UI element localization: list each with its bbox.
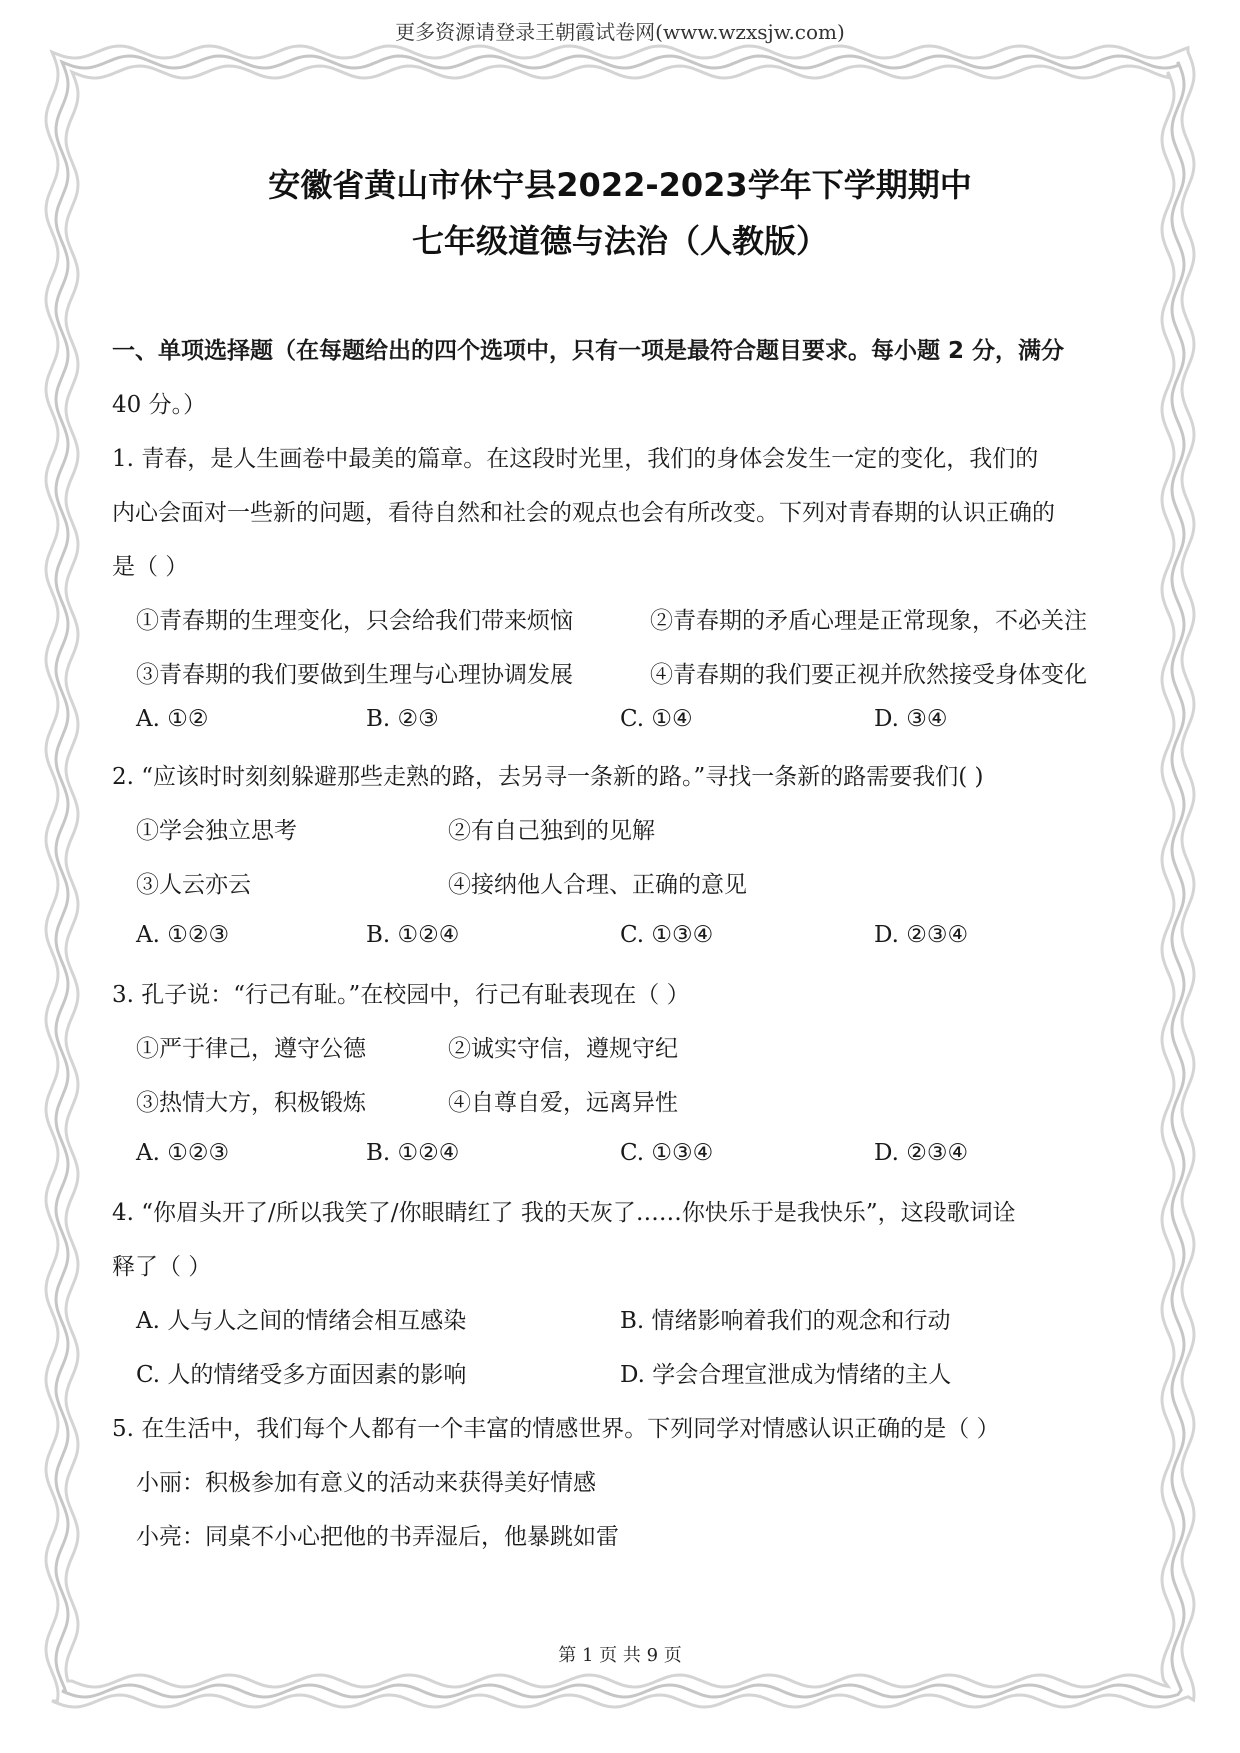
question-1-stem-line1: 1. 青春，是人生画卷中最美的篇章。在这段时光里，我们的身体会发生一定的变化，我们的 [112, 446, 1039, 472]
question-4-option-b[interactable]: B. 情绪影响着我们的观念和行动 [620, 1308, 951, 1334]
site-notice: 更多资源请登录王朝霞试卷网(www.wzxsjw.com) [395, 20, 845, 44]
exam-title-line1: 安徽省黄山市休宁县2022-2023学年下学期期中 [268, 166, 972, 204]
question-2-stem: 2. “应该时时刻刻躲避那些走熟的路，去另寻一条新的路。”寻找一条新的路需要我们( ) [112, 764, 984, 790]
question-1-option-d[interactable]: D. ③④ [874, 706, 948, 732]
question-3-item-3: ③热情大方，积极锻炼 [136, 1090, 366, 1116]
question-4-stem-line1: 4. “你眉头开了/所以我笑了/你眼睛红了 我的天灰了……你快乐于是我快乐”，这段歌词诠 [112, 1200, 1016, 1226]
question-1-item-1: ①青春期的生理变化，只会给我们带来烦恼 [136, 608, 573, 634]
question-3-item-1: ①严于律己，遵守公德 [136, 1036, 366, 1062]
question-4-stem-line2: 释了（ ） [112, 1254, 212, 1280]
section-heading-line1: 一、单项选择题（在每题给出的四个选项中，只有一项是最符合题目要求。每小题 2 分，满分 [112, 338, 1065, 364]
question-4-option-d[interactable]: D. 学会合理宣泄成为情绪的主人 [620, 1362, 952, 1388]
question-2-option-a[interactable]: A. ①②③ [136, 922, 230, 948]
question-5-line-1: 小丽：积极参加有意义的活动来获得美好情感 [136, 1470, 596, 1496]
question-5-line-2: 小亮：同桌不小心把他的书弄湿后，他暴跳如雷 [136, 1524, 619, 1550]
question-1-option-c[interactable]: C. ①④ [620, 706, 693, 732]
question-2-item-2: ②有自己独到的见解 [448, 818, 655, 844]
question-3-option-d[interactable]: D. ②③④ [874, 1140, 969, 1166]
question-2-item-1: ①学会独立思考 [136, 818, 297, 844]
question-1-option-a[interactable]: A. ①② [136, 706, 209, 732]
page-footer: 第 1 页 共 9 页 [558, 1645, 682, 1666]
question-5-stem: 5. 在生活中，我们每个人都有一个丰富的情感世界。下列同学对情感认识正确的是（ ） [112, 1416, 1000, 1442]
question-3-option-b[interactable]: B. ①②④ [366, 1140, 460, 1166]
question-2-item-3: ③人云亦云 [136, 872, 251, 898]
question-3-item-4: ④自尊自爱，远离异性 [448, 1090, 678, 1116]
question-1-stem-line2: 内心会面对一些新的问题，看待自然和社会的观点也会有所改变。下列对青春期的认识正确的 [112, 500, 1055, 526]
question-3-stem: 3. 孔子说：“行己有耻。”在校园中，行己有耻表现在（ ） [112, 982, 690, 1008]
question-1-item-4: ④青春期的我们要正视并欣然接受身体变化 [650, 662, 1087, 688]
question-1-item-2: ②青春期的矛盾心理是正常现象，不必关注 [650, 608, 1087, 634]
question-2-option-c[interactable]: C. ①③④ [620, 922, 714, 948]
section-heading-line2: 40 分。） [112, 392, 207, 418]
question-4-option-a[interactable]: A. 人与人之间的情绪会相互感染 [136, 1308, 467, 1334]
question-2-option-b[interactable]: B. ①②④ [366, 922, 460, 948]
question-1-item-3: ③青春期的我们要做到生理与心理协调发展 [136, 662, 573, 688]
exam-page [112, 0, 1128, 1753]
question-3-option-c[interactable]: C. ①③④ [620, 1140, 714, 1166]
question-2-item-4: ④接纳他人合理、正确的意见 [448, 872, 747, 898]
exam-title-line2: 七年级道德与法治（人教版） [411, 222, 828, 260]
question-3-item-2: ②诚实守信，遵规守纪 [448, 1036, 678, 1062]
question-3-option-a[interactable]: A. ①②③ [136, 1140, 230, 1166]
question-2-option-d[interactable]: D. ②③④ [874, 922, 969, 948]
question-4-option-c[interactable]: C. 人的情绪受多方面因素的影响 [136, 1362, 467, 1388]
question-1-option-b[interactable]: B. ②③ [366, 706, 439, 732]
question-1-stem-line3: 是（ ） [112, 554, 189, 580]
